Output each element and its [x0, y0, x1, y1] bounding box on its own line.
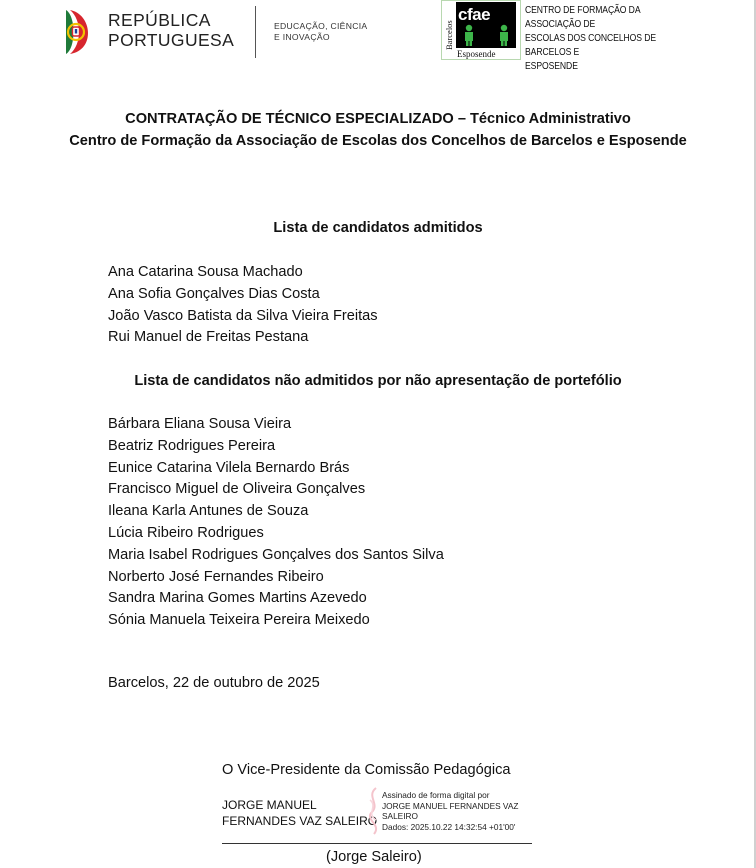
- training-center-name: CENTRO DE FORMAÇÃO DA ASSOCIAÇÃO DE ESCOLAS DOS CONCELHOS DE BARCELOS E ESPOSENDE: [525, 4, 657, 72]
- digital-signer-name: JORGE MANUEL FERNANDES VAZ SALEIRO: [222, 798, 378, 828]
- signature-line: [222, 843, 532, 844]
- list-item: Francisco Miguel de Oliveira Gonçalves: [108, 481, 366, 498]
- list-item: Norberto José Fernandes Ribeiro: [108, 568, 324, 585]
- document-title: CONTRATAÇÃO DE TÉCNICO ESPECIALIZADO – Técnico Administrativo: [125, 111, 631, 127]
- list-item: Ana Sofia Gonçalves Dias Costa: [108, 285, 320, 302]
- list-item: João Vasco Batista da Silva Vieira Freitas: [108, 307, 378, 324]
- admitted-candidates-list: [108, 262, 378, 349]
- list-item: Lúcia Ribeiro Rodrigues: [108, 524, 264, 541]
- not-admitted-list-heading: Lista de candidatos não admitidos por não apresentação de portefólio: [134, 373, 622, 389]
- signatory-role: O Vice-Presidente da Comissão Pedagógica: [222, 762, 511, 778]
- cfae-logo-vertical-text: [444, 4, 454, 52]
- signatory-name: (Jorge Saleiro): [326, 849, 422, 865]
- list-item: Sandra Marina Gomes Martins Azevedo: [108, 590, 367, 607]
- header-divider: [255, 6, 256, 58]
- admitted-list-heading: Lista de candidatos admitidos: [273, 220, 483, 236]
- cfae-logo-esposende: Esposende: [457, 49, 496, 59]
- not-admitted-candidates-list: [108, 414, 444, 632]
- list-item: Rui Manuel de Freitas Pestana: [108, 329, 309, 346]
- list-item: Ileana Karla Antunes de Souza: [108, 503, 309, 520]
- document-subtitle: Centro de Formação da Associação de Escolas dos Concelhos de Barcelos e Esposende: [69, 133, 687, 149]
- digital-signature-details: Assinado de forma digital por JORGE MANUEL FERNANDES VAZ SALEIRO Dados: 2025.10.22 14:32:54 +01'00': [382, 790, 519, 832]
- place-and-date: Barcelos, 22 de outubro de 2025: [108, 675, 320, 691]
- ministry-name: EDUCAÇÃO, CIÊNCIA E INOVAÇÃO: [274, 21, 368, 42]
- list-item: Beatriz Rodrigues Pereira: [108, 437, 276, 454]
- list-item: Eunice Catarina Vilela Bernardo Brás: [108, 459, 350, 476]
- list-item: Ana Catarina Sousa Machado: [108, 264, 303, 280]
- list-item: Bárbara Eliana Sousa Vieira: [108, 416, 292, 432]
- republica-portuguesa-emblem: [62, 8, 98, 56]
- cfae-logo-word: cfae: [458, 5, 491, 24]
- document-header: [0, 0, 756, 70]
- svg-text:Barcelos: Barcelos: [444, 20, 454, 50]
- list-item: Sónia Manuela Teixeira Pereira Meixedo: [108, 612, 370, 629]
- list-item: Maria Isabel Rodrigues Gonçalves dos Santos Silva: [108, 546, 444, 563]
- republica-portuguesa-wordmark: REPÚBLICA PORTUGUESA: [108, 10, 235, 50]
- cfae-logo-figures-icon: [458, 24, 514, 46]
